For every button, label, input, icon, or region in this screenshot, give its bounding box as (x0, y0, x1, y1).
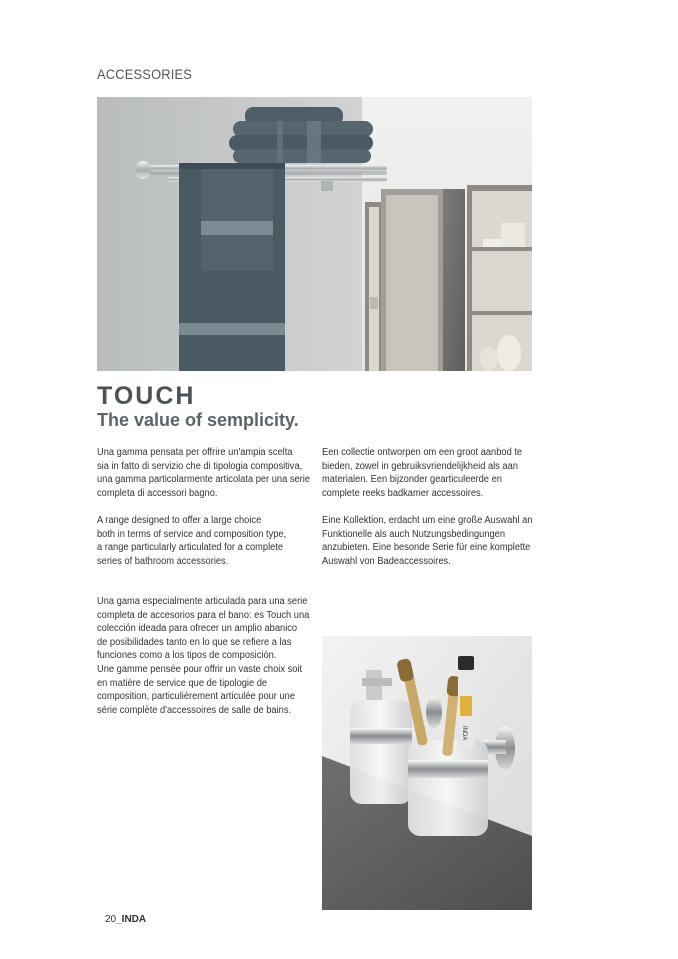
paragraph-line: Funktionelle als auch Nutzungsbedingungen (322, 528, 506, 540)
paragraph-line: sia in fatto di servizio che di tipologia compositiva, (97, 460, 303, 472)
towel-rack-illustration (97, 97, 532, 371)
paragraph-line: bieden, zowel in gebruiksvriendelijkheid als aan (322, 460, 518, 472)
paragraph-line: Eine Kollektion, erdacht um eine große Auswahl an (322, 515, 533, 526)
paragraph-line: series of bathroom accessories. (97, 555, 229, 567)
paragraph-dutch (322, 446, 522, 500)
paragraph-line: materialen. Een bijzonder gearticuleerde en (322, 474, 502, 486)
paragraph-line: Una gama especialmente articulada para una serie (97, 596, 308, 607)
paragraph-line: una gamma particolarmente articolata per una serie (97, 474, 310, 486)
page-footer (105, 914, 146, 925)
paragraph-line: a range particularly articulated for a complete (97, 542, 284, 554)
paragraph-line: complete reeks badkamer accessoires. (322, 487, 484, 499)
paragraph-line: Une gamme pensée pour offrir un vaste choix soit (97, 664, 303, 675)
hero-photo (97, 97, 532, 371)
paragraph-line: Een collectie ontworpen om een groot aanbod te (322, 447, 523, 458)
paragraph-line: completa di accessori bagno. (97, 487, 218, 499)
paragraph-line: A range designed to offer a large choice (97, 515, 262, 526)
page-number: 20 (105, 914, 117, 925)
paragraph-line: composition, particulièrement articulée pour une (97, 691, 295, 703)
product-title: TOUCH (97, 382, 196, 410)
paragraph-line: en matière de service que de tipologie de (97, 677, 268, 689)
paragraph-line: de posibilidades tanto en lo que se refiere a las (97, 636, 292, 648)
paragraph-line: both in terms of service and composition type, (97, 528, 287, 540)
section-label: ACCESSORIES (97, 66, 193, 82)
soap-dispenser-toothbrush-illustration (322, 636, 532, 910)
paragraph-line: anzubieten. Eine besonde Serie für eine komplette (322, 542, 531, 554)
paragraph-italian (97, 446, 310, 500)
tube-brand-print: INDA (461, 726, 467, 741)
paragraph-german (322, 514, 532, 568)
paragraph-spanish (97, 595, 309, 663)
paragraph-line: Una gamma pensata per offrire un'ampia scelta (97, 447, 293, 458)
footer-brand: _INDA (116, 914, 147, 925)
paragraph-english (97, 514, 286, 568)
paragraph-line: completa de accesorios para el bano: es Touch una (97, 609, 310, 621)
paragraph-french (97, 663, 302, 717)
paragraph-line: colección ideada para ofrecer un amplio abanico (97, 623, 298, 635)
accessories-photo (322, 636, 532, 910)
paragraph-line: funciones como a los tipos de composición. (97, 650, 277, 662)
paragraph-line: Auswahl von Badeaccessoires. (322, 555, 451, 567)
product-subtitle: The value of semplicity. (97, 410, 299, 430)
paragraph-line: série complète d'accessoires de salle de bains. (97, 704, 292, 716)
